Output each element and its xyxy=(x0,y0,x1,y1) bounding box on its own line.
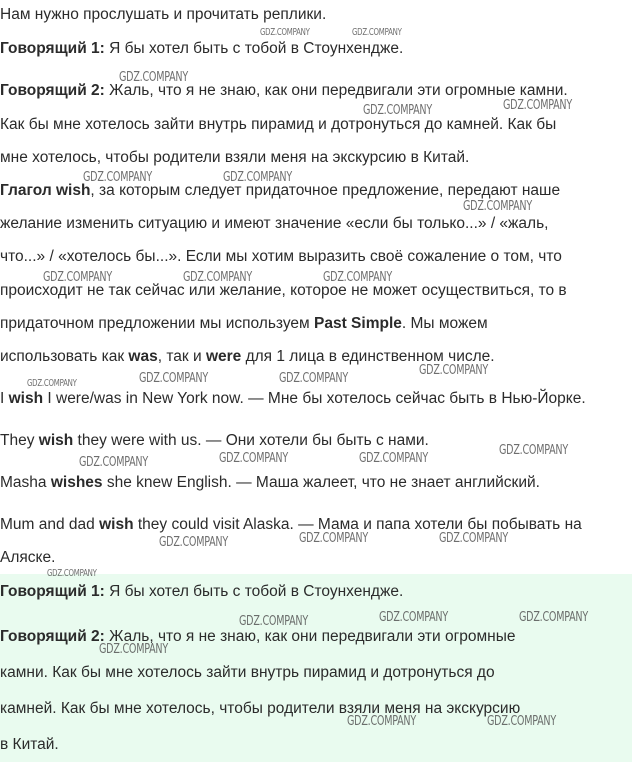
answer-speaker2-text: Жаль, что я не знаю, как они передвигали эти огромные xyxy=(104,628,516,645)
example-2: They wish they were with us. — Они хотели бы быть с нами. xyxy=(0,432,429,449)
watermark: GDZ.COMPANY xyxy=(352,27,402,38)
watermark: GDZ.COMPANY xyxy=(183,270,252,285)
watermark: GDZ.COMPANY xyxy=(503,98,572,113)
watermark: GDZ.COMPANY xyxy=(239,614,308,629)
watermark: GDZ.COMPANY xyxy=(159,535,228,550)
watermark: GDZ.COMPANY xyxy=(279,371,348,386)
answer-speaker1-label: Говорящий 1: xyxy=(0,583,105,600)
speaker2-label: Говорящий 2: xyxy=(0,82,105,99)
example-4-cont: Аляске. xyxy=(0,549,56,566)
watermark: GDZ.COMPANY xyxy=(419,363,488,378)
answer-speaker2-label: Говорящий 2: xyxy=(0,628,105,645)
example-3: Masha wishes she knew English. — Маша жалеет, что не знает английский. xyxy=(0,474,540,491)
watermark: GDZ.COMPANY xyxy=(323,270,392,285)
rule-were: were xyxy=(205,348,242,365)
rule-text: . Мы можем xyxy=(401,315,488,332)
rule-text: для 1 лица в единственном числе. xyxy=(241,348,495,365)
rule-text: придаточном предложении мы используем xyxy=(0,315,314,332)
rule-was: was xyxy=(128,348,158,365)
watermark: GDZ.COMPANY xyxy=(439,531,508,546)
rule-line-5 xyxy=(0,315,488,333)
watermark: GDZ.COMPANY xyxy=(379,610,448,625)
watermark: GDZ.COMPANY xyxy=(359,451,428,466)
speaker1-label: Говорящий 1: xyxy=(0,40,105,57)
watermark: GDZ.COMPANY xyxy=(223,170,292,185)
rule-text: , так и xyxy=(157,348,206,365)
watermark: GDZ.COMPANY xyxy=(47,568,97,579)
speaker1-line xyxy=(0,40,403,58)
watermark: GDZ.COMPANY xyxy=(519,610,588,625)
rule-line-3: что...» / «хотелось бы...». Если мы хотим выразить своё сожаление о том, что xyxy=(0,248,562,265)
example-4: Mum and dad wish they could visit Alaska. — Мама и папа хотели бы побывать на xyxy=(0,516,582,533)
watermark: GDZ.COMPANY xyxy=(83,170,152,185)
watermark: GDZ.COMPANY xyxy=(99,642,168,657)
watermark: GDZ.COMPANY xyxy=(43,270,112,285)
rule-line-4: происходит не так сейчас или желание, которое не может осуществиться, то в xyxy=(0,282,567,299)
watermark: GDZ.COMPANY xyxy=(463,199,532,214)
watermark: GDZ.COMPANY xyxy=(363,103,432,118)
answer-speaker1-text: Я бы хотел быть с тобой в Стоунхендже. xyxy=(104,583,404,600)
speaker1-text: Я бы хотел быть с тобой в Стоунхендже. xyxy=(104,40,404,57)
speaker2-line xyxy=(0,82,568,100)
watermark: GDZ.COMPANY xyxy=(499,443,568,458)
watermark: GDZ.COMPANY xyxy=(299,531,368,546)
speaker2-text: Жаль, что я не знаю, как они передвигали эти огромные камни. xyxy=(104,82,568,99)
rule-tense: Past Simple xyxy=(314,315,402,332)
watermark: GDZ.COMPANY xyxy=(260,27,310,38)
watermark: GDZ.COMPANY xyxy=(487,714,556,729)
watermark: GDZ.COMPANY xyxy=(119,70,188,85)
answer-speaker2-line-4: в Китай. xyxy=(0,736,59,753)
answer-speaker2-line-3: камней. Как бы мне хотелось, чтобы родители взяли меня на экскурсию xyxy=(0,700,521,717)
answer-speaker2-line-2: камни. Как бы мне хотелось зайти внутрь пирамид и дотронуться до xyxy=(0,664,495,681)
watermark: GDZ.COMPANY xyxy=(79,455,148,470)
instruction: Нам нужно прослушать и прочитать реплики. xyxy=(0,6,327,23)
rule-term: Глагол wish xyxy=(0,182,91,199)
rule-text: использовать как xyxy=(0,348,129,365)
answer-speaker2 xyxy=(0,628,516,646)
watermark: GDZ.COMPANY xyxy=(139,371,208,386)
speaker2-line-2: Как бы мне хотелось зайти внутрь пирамид и дотронуться до камней. Как бы xyxy=(0,116,557,133)
rule-text: , за которым следует придаточное предложение, передают наше xyxy=(90,182,561,199)
rule-line-2: желание изменить ситуацию и имеют значение «если бы только...» / «жаль, xyxy=(0,215,549,232)
watermark: GDZ.COMPANY xyxy=(219,451,288,466)
watermark: GDZ.COMPANY xyxy=(347,714,416,729)
speaker2-line-3: мне хотелось, чтобы родители взяли меня на экскурсию в Китай. xyxy=(0,149,470,166)
example-1: I wish I were/was in New York now. — Мне бы хотелось сейчас быть в Нью-Йорке. xyxy=(0,390,586,407)
answer-speaker1 xyxy=(0,583,403,601)
watermark: GDZ.COMPANY xyxy=(27,378,77,389)
